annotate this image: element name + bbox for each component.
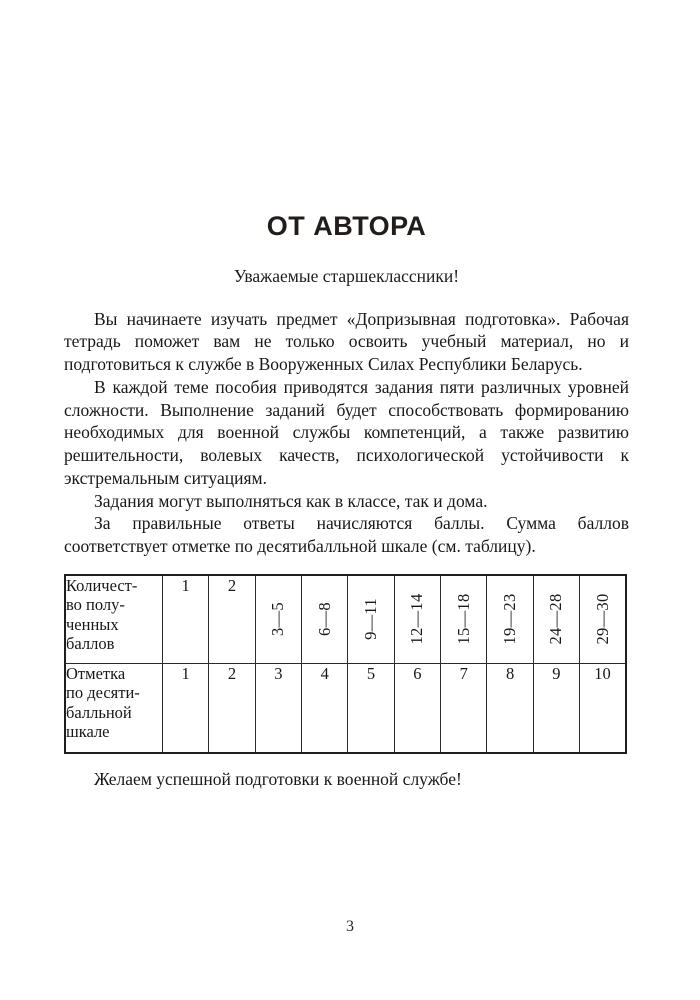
table-cell-mark: 3 <box>255 663 301 753</box>
range-value: 3—5 <box>268 602 288 637</box>
paragraph-3: Задания могут выполняться как в классе, так и дома. <box>94 490 488 511</box>
rotated-text <box>256 576 301 663</box>
range-value: 24—28 <box>546 593 566 645</box>
table-cell-range <box>302 575 348 664</box>
table-row-score-ranges <box>65 575 626 664</box>
table-cell-mark: 4 <box>302 663 348 753</box>
table-cell-mark: 5 <box>348 663 394 753</box>
paragraph-1: Вы начинаете изучать предмет «Допризывная подготовка». Рабочая тетрадь поможет вам не только освоить учебный материал, но и подготовиться к службе в Вооруженных Силах Республики Беларусь. <box>64 308 629 375</box>
row-label-line: баллов <box>66 634 115 654</box>
range-value: 2 <box>227 575 237 595</box>
row-label-line: по десяти- <box>66 683 140 703</box>
table-cell-range <box>441 575 487 664</box>
table-cell-mark: 6 <box>394 663 440 753</box>
row-label-line: ченных <box>66 614 119 634</box>
table-cell-range <box>580 575 626 664</box>
row-label-line: балльной <box>66 702 132 722</box>
table-cell-range <box>348 575 394 664</box>
table-cell-mark: 8 <box>487 663 533 753</box>
table-cell-range <box>487 575 533 664</box>
row-label-line: во полу- <box>66 595 125 615</box>
page-number: 3 <box>346 918 354 935</box>
row-label-line: шкале <box>66 722 110 742</box>
table-cell-range <box>394 575 440 664</box>
range-value: 9—11 <box>361 598 381 641</box>
rotated-text <box>348 576 393 663</box>
table-cell-range <box>533 575 579 664</box>
table-cell-range <box>163 575 209 664</box>
table-cell-mark: 2 <box>209 663 255 753</box>
closing-line: Желаем успешной подготовки к военной службе! <box>94 768 462 789</box>
score-conversion-table <box>64 574 627 754</box>
paragraph-2: В каждой теме пособия приводятся задания пяти различных уровней сложности. Выполнение заданий будет способствовать формированию необходимых для военной службы компетенций, а также развитию решительности, волевых качеств, психологической устойчивости к экстремальным ситуациям. <box>64 376 629 488</box>
table-cell-mark: 7 <box>441 663 487 753</box>
row-label-score-count <box>65 575 163 664</box>
score-table-wrapper <box>64 574 629 754</box>
page-title: ОТ АВТОРА <box>266 211 427 241</box>
range-value: 1 <box>181 575 190 595</box>
row-label-mark-scale <box>65 663 163 753</box>
rotated-text <box>395 576 440 663</box>
rotated-text <box>534 576 579 663</box>
paragraph-4: За правильные ответы начисляются баллы. Сумма баллов соответствует отметке по десятибалльной шкале (см. таблицу). <box>64 513 629 557</box>
table-cell-range <box>255 575 301 664</box>
rotated-text <box>302 576 347 663</box>
subtitle: Уважаемые старшеклассники! <box>233 265 460 286</box>
rotated-text <box>441 576 486 663</box>
page-content <box>64 212 629 791</box>
range-value: 12—14 <box>407 593 427 645</box>
table-cell-mark: 10 <box>580 663 626 753</box>
range-value: 6—8 <box>314 602 334 637</box>
range-value: 29—30 <box>592 593 612 645</box>
range-value: 15—18 <box>453 593 473 645</box>
table-row-marks <box>65 663 626 753</box>
row-label-line: Количест- <box>66 575 138 595</box>
rotated-text <box>580 576 625 663</box>
table-cell-mark: 9 <box>533 663 579 753</box>
table-cell-range <box>209 575 255 664</box>
table-cell-mark: 1 <box>163 663 209 753</box>
rotated-text <box>487 576 532 663</box>
row-label-line: Отметка <box>66 663 126 683</box>
range-value: 19—23 <box>500 593 520 645</box>
